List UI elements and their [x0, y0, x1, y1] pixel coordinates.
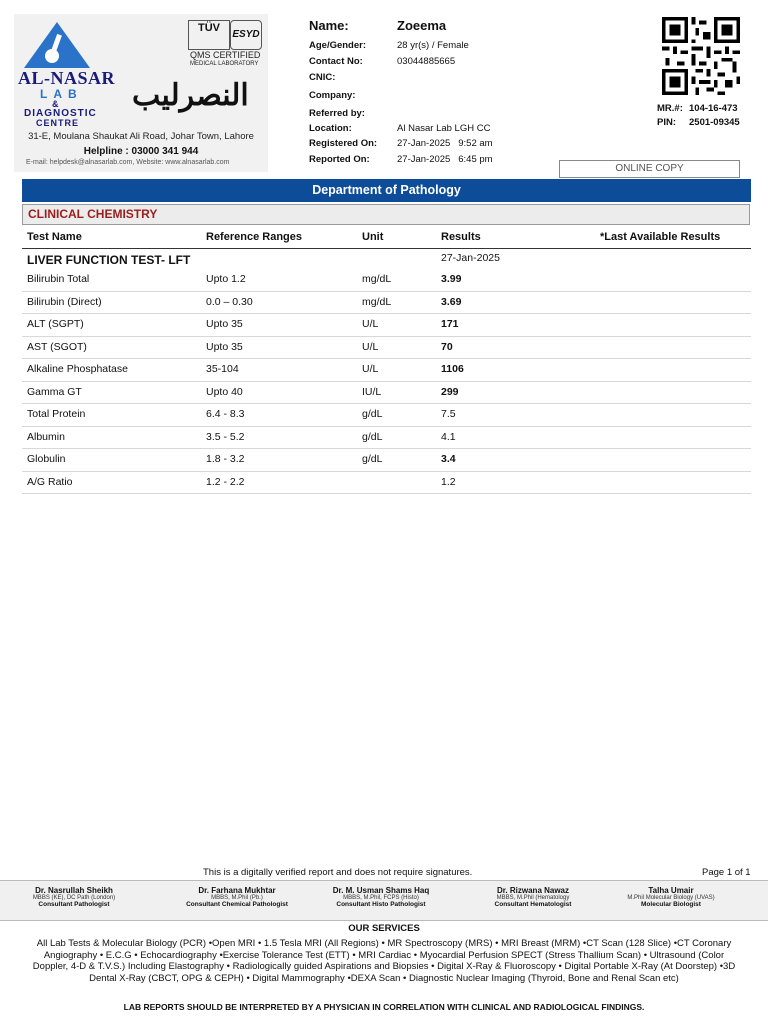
- esyd-cert-badge: ESYD: [230, 20, 262, 50]
- disclaimer: LAB REPORTS SHOULD BE INTERPRETED BY A PHYSICIAN IN CORRELATION WITH CLINICAL AND RADIOLOGICAL FINDINGS.: [123, 1002, 645, 1012]
- reference-range: 35-104: [206, 363, 239, 375]
- header-divider: [22, 248, 751, 249]
- result-value: 171: [441, 318, 459, 330]
- patient-name: Zoeema: [397, 18, 447, 33]
- doctor-title: Consultant Hematologist: [494, 901, 572, 908]
- services-title: OUR SERVICES: [348, 923, 420, 934]
- page-number: Page 1 of 1: [702, 867, 751, 878]
- table-row: [22, 336, 751, 360]
- reference-range: Upto 35: [206, 318, 243, 330]
- table-row: [22, 268, 751, 292]
- result-value: 3.99: [441, 273, 462, 285]
- brand-ampersand: &: [52, 99, 59, 109]
- result-value: 7.5: [441, 408, 456, 420]
- reference-range: 1.2 - 2.2: [206, 475, 245, 488]
- brand-centre: CENTRE: [36, 118, 80, 128]
- test-name: Gamma GT: [27, 385, 82, 398]
- location-value: Al Nasar Lab LGH CC: [397, 123, 491, 134]
- doctor-title: Consultant Histo Pathologist: [336, 901, 426, 908]
- brand-name: AL-NASAR: [18, 68, 116, 88]
- reported-on-value: 27-Jan-2025 6:45 pm: [397, 154, 493, 165]
- test-group-title: LIVER FUNCTION TEST- LFT: [27, 253, 191, 267]
- table-row: [22, 403, 751, 427]
- header-unit: Unit: [362, 231, 384, 243]
- unit: U/L: [362, 363, 379, 375]
- table-row: [22, 291, 751, 315]
- unit: U/L: [362, 340, 379, 353]
- lab-address: 31-E, Moulana Shaukat Ali Road, Johar Town, Lahore: [28, 131, 254, 142]
- reference-range: 6.4 - 8.3: [206, 408, 245, 420]
- test-name: Albumin: [27, 430, 65, 443]
- test-name: Globulin: [27, 453, 66, 465]
- result-value: 4.1: [441, 430, 456, 443]
- test-name: Bilirubin (Direct): [27, 295, 102, 308]
- doctor-title: Consultant Pathologist: [38, 901, 110, 908]
- result-value: 299: [441, 385, 459, 398]
- doctor-name: Dr. Rizwana Nawaz: [496, 886, 570, 895]
- result-value: 70: [441, 340, 453, 353]
- test-name: ALT (SGPT): [27, 318, 84, 330]
- company-label: Company:: [309, 90, 356, 101]
- reference-range: Upto 1.2: [206, 273, 246, 285]
- helpline: Helpline : 03000 341 944: [83, 146, 199, 157]
- reference-range: 0.0 – 0.30: [206, 295, 253, 308]
- age-gender-value: 28 yr(s) / Female: [397, 40, 469, 51]
- cnic-label: CNIC:: [309, 72, 336, 83]
- mr-number-value: 104-16-473: [689, 103, 738, 114]
- doctor-title: Consultant Chemical Pathologist: [186, 901, 288, 908]
- doctor-name: Dr. M. Usman Shams Haq: [332, 886, 430, 895]
- reference-range: 1.8 - 3.2: [206, 453, 245, 465]
- verification-note: This is a digitally verified report and does not require signatures.: [203, 867, 473, 878]
- brand-diagnostic: DIAGNOSTIC: [24, 108, 97, 119]
- mr-number-label: MR.#:: [657, 103, 683, 114]
- result-date: 27-Jan-2025: [441, 252, 500, 264]
- doctor-name: Talha Umair: [648, 886, 694, 895]
- header-test-name: Test Name: [27, 231, 82, 243]
- patient-name-label: Name:: [309, 18, 349, 33]
- registered-on-label: Registered On:: [309, 138, 378, 149]
- doctor-qualification: MBBS (KE), DC Path (London): [32, 895, 116, 901]
- age-gender-label: Age/Gender:: [309, 40, 367, 51]
- qms-certified-label: QMS CERTIFIED: [190, 50, 261, 60]
- table-row: [22, 471, 751, 495]
- pin-label: PIN:: [657, 117, 676, 128]
- reference-range: Upto 35: [206, 340, 243, 353]
- doctor-qualification: MBBS, M.Phil (Hematology: [496, 895, 570, 901]
- header-reference-ranges: Reference Ranges: [206, 231, 302, 243]
- result-value: 3.4: [441, 453, 456, 465]
- microscope-logo-icon: [22, 20, 92, 70]
- department-title: Department of Pathology: [22, 179, 751, 202]
- doctor-name: Dr. Farhana Mukhtar: [198, 886, 276, 895]
- tuv-cert-badge: TÜV: [188, 20, 230, 50]
- doctor-title: Molecular Biologist: [641, 901, 701, 908]
- reported-on-label: Reported On:: [309, 154, 370, 165]
- result-value: 1.2: [441, 475, 456, 488]
- reference-range: 3.5 - 5.2: [206, 430, 245, 443]
- contact-value: 03044885665: [397, 56, 456, 67]
- test-name: Bilirubin Total: [27, 273, 90, 285]
- doctor-signatory: [164, 886, 310, 908]
- section-title: CLINICAL CHEMISTRY: [28, 207, 158, 221]
- unit: mg/dL: [362, 295, 392, 308]
- unit: g/dL: [362, 453, 383, 465]
- pin-value: 2501-09345: [689, 117, 740, 128]
- test-name: Alkaline Phosphatase: [27, 363, 128, 375]
- doctor-name: Dr. Nasrullah Sheikh: [35, 886, 113, 895]
- unit: g/dL: [362, 408, 383, 420]
- table-row: [22, 426, 751, 450]
- brand-lab: LAB: [40, 87, 83, 101]
- doctor-qualification: MBBS, M.Phil, FCPS (Histo): [343, 895, 419, 901]
- doctor-signatory: [316, 886, 446, 908]
- table-row: [22, 313, 751, 337]
- table-row: [22, 358, 751, 382]
- unit: IU/L: [362, 385, 382, 398]
- doctor-qualification: MBBS, M.Phil (Pb.): [211, 895, 263, 901]
- doctor-signatory: [474, 886, 592, 908]
- result-value: 1106: [441, 363, 464, 375]
- unit: mg/dL: [362, 273, 392, 285]
- urdu-brand-name: النصرليب: [132, 78, 249, 113]
- services-list: All Lab Tests & Molecular Biology (PCR) •Open MRI • 1.5 Tesla MRI (All Regions) • MR Spectroscopy (MRS) • MRI Breast (MRM) •CT Scan (128 Slice) •CT Coronary Angiography • E.C.G • Echocardiography •Exercise Tolerance Test (ETT) • MRI Cardiac • Myocardial Perfusion SPECT (Stress Thallium Scan) • Ultrasound (Color Doppler, 4-D & T.V.S.) Including Elastography • Radiologically guided Aspirations and Biopsies • Digital X-Ray & Fluoroscopy • Digital Portable X-Ray (At Doorstep) •3D Dental X-Ray (CBCT, OPG & CEPH) • Digital Mammography •DEXA Scan • Diagnostic Nuclear Imaging (Thyroid, Bone and Renal Scan etc): [32, 938, 736, 984]
- header-results: Results: [441, 231, 481, 243]
- email-website: E-mail: helpdesk@alnasarlab.com, Website: www.alnasarlab.com: [26, 159, 230, 166]
- reference-range: Upto 40: [206, 385, 243, 398]
- header-last-available-results: *Last Available Results: [600, 231, 721, 243]
- registered-on-value: 27-Jan-2025 9:52 am: [397, 138, 493, 149]
- result-value: 3.69: [441, 295, 462, 308]
- referred-by-label: Referred by:: [309, 108, 365, 119]
- online-copy-box: ONLINE COPY: [559, 160, 740, 178]
- test-name: A/G Ratio: [27, 475, 73, 488]
- location-label: Location:: [309, 123, 352, 134]
- doctor-qualification: M.Phil Molecular Biology (UVAS): [627, 895, 715, 901]
- test-name: AST (SGOT): [27, 340, 87, 353]
- test-name: Total Protein: [27, 408, 86, 420]
- doctor-signatory: [604, 886, 738, 908]
- unit: U/L: [362, 318, 379, 330]
- table-row: [22, 448, 751, 472]
- table-row: [22, 381, 751, 405]
- unit: g/dL: [362, 430, 383, 443]
- contact-label: Contact No:: [309, 56, 363, 67]
- doctor-signatory: [10, 886, 138, 908]
- medical-laboratory-label: MEDICAL LABORATORY: [190, 61, 259, 67]
- qr-code-icon: [660, 17, 742, 95]
